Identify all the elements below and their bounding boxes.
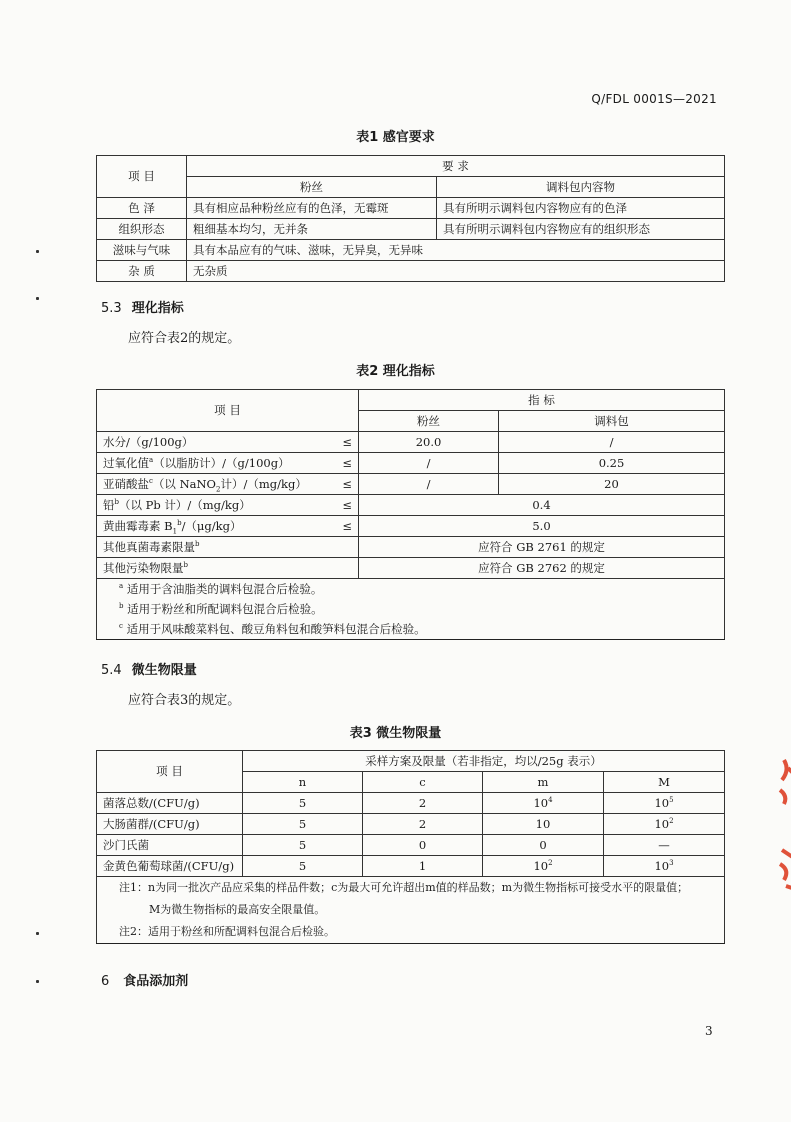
row-value: 1: [363, 856, 483, 877]
row-value: 具有所明示调料包内容物应有的色泽: [437, 198, 725, 219]
table1-caption: 表1 感官要求: [356, 130, 435, 145]
row-value: 0: [483, 835, 604, 856]
col-header: M: [604, 772, 725, 793]
table-row: [97, 558, 725, 579]
table-note: M为微生物指标的最高安全限量值。: [97, 899, 725, 921]
row-value: 2: [363, 814, 483, 835]
row-item: 其他真菌毒素限量$^b$: [97, 537, 359, 558]
section-number: 5.4: [101, 663, 122, 678]
table-row: [97, 240, 725, 261]
row-item: 金黄色葡萄球菌/(CFU/g): [97, 856, 243, 877]
row-item: 其他污染物限量$^b$: [97, 558, 359, 579]
row-value: 5: [243, 793, 363, 814]
row-value: $10^2$: [604, 814, 725, 835]
le-sign: ≤: [342, 497, 352, 512]
page-number: 3: [705, 1024, 713, 1038]
table-row: [97, 793, 725, 814]
section-5-4-text: 应符合表3的规定。: [128, 693, 241, 708]
row-item: 组织形态: [97, 219, 187, 240]
section-6-heading: [101, 970, 188, 989]
row-value: 具有所明示调料包内容物应有的组织形态: [437, 219, 725, 240]
row-value: 5: [243, 856, 363, 877]
row-value: /: [359, 453, 499, 474]
row-value: 10: [483, 814, 604, 835]
row-item: 黄曲霉毒素 $B_1^b/(\mu g/kg)$: [103, 518, 242, 535]
table2-caption: 表2 理化指标: [356, 364, 435, 379]
row-value: $10^2$: [483, 856, 604, 877]
row-value: 5: [243, 814, 363, 835]
table-row: [97, 814, 725, 835]
col-header: m: [483, 772, 604, 793]
row-value: /: [499, 432, 725, 453]
table-row: [97, 856, 725, 877]
row-value: —: [604, 835, 725, 856]
row-value: 应符合 GB 2761 的规定: [359, 537, 725, 558]
le-sign: ≤: [342, 476, 352, 491]
table3: [96, 750, 725, 944]
row-value: $10^3$: [604, 856, 725, 877]
row-item: 铅$^b$（以 Pb 计）/（mg/kg）: [103, 497, 251, 512]
scan-dot: [36, 297, 39, 300]
section-title: 食品添加剂: [123, 974, 189, 989]
table1-req-header: 要 求: [187, 156, 725, 177]
le-sign: ≤: [342, 434, 352, 449]
standard-code: Q/FDL 0001S—2021: [591, 92, 717, 106]
section-number: 6: [101, 974, 110, 989]
table2: [96, 389, 725, 640]
row-value: /: [359, 474, 499, 495]
table-note: 注1：n为同一批次产品应采集的样品件数；c为最大可允许超出m值的样品数；m为微生物指标可接受水平的限量值；: [97, 877, 725, 900]
section-title: 微生物限量: [131, 663, 197, 678]
scan-dot: [36, 250, 39, 253]
table-note: $^a$ 适用于含油脂类的调料包混合后检验。: [97, 579, 725, 600]
table-note: $^c$ 适用于风味酸菜料包、酸豆角料包和酸笋料包混合后检验。: [97, 619, 725, 640]
row-item: 亚硝酸盐$^c$（以 NaNO$_2$计）/（mg/kg）: [103, 476, 307, 493]
row-item: 色 泽: [97, 198, 187, 219]
row-item: 菌落总数/(CFU/g): [97, 793, 243, 814]
table-row: [97, 474, 725, 495]
table1-col-a: 粉丝: [187, 177, 437, 198]
table-row: [97, 198, 725, 219]
table2-item-header: 项 目: [97, 390, 359, 432]
table-row: [97, 261, 725, 282]
table3-plan-header: 采样方案及限量（若非指定，均以/25g 表示）: [243, 751, 725, 772]
col-header: n: [243, 772, 363, 793]
row-value: 0.4: [359, 495, 725, 516]
section-title: 理化指标: [131, 301, 184, 316]
seal-stamp-icon: [770, 740, 791, 900]
row-value: 具有本品应有的气味、滋味，无异臭，无异味: [187, 240, 725, 261]
section-5-3-text: 应符合表2的规定。: [128, 331, 241, 346]
row-value: $10^4$: [483, 793, 604, 814]
row-value: 无杂质: [187, 261, 725, 282]
table-row: [97, 516, 725, 537]
table1-item-header: 项 目: [97, 156, 187, 198]
table-row: [97, 453, 725, 474]
row-value: 20.0: [359, 432, 499, 453]
table-note: $^b$ 适用于粉丝和所配调料包混合后检验。: [97, 599, 725, 619]
row-value: 0: [363, 835, 483, 856]
row-value: 具有相应品种粉丝应有的色泽，无霉斑: [187, 198, 437, 219]
table-row: [97, 432, 725, 453]
table-row: [97, 495, 725, 516]
row-item: 沙门氏菌: [97, 835, 243, 856]
row-item: 滋味与气味: [97, 240, 187, 261]
row-value: 2: [363, 793, 483, 814]
table1-col-b: 调料包内容物: [437, 177, 725, 198]
table2-col-b: 调料包: [499, 411, 725, 432]
row-item: 杂 质: [97, 261, 187, 282]
col-header: c: [363, 772, 483, 793]
section-number: 5.3: [101, 301, 122, 316]
le-sign: ≤: [342, 455, 352, 470]
table-row: [97, 219, 725, 240]
table-row: [97, 537, 725, 558]
table2-col-a: 粉丝: [359, 411, 499, 432]
section-5-4-heading: [101, 659, 197, 678]
scan-dot: [36, 980, 39, 983]
scan-dot: [36, 932, 39, 935]
row-value: 0.25: [499, 453, 725, 474]
table2-idx-header: 指 标: [359, 390, 725, 411]
row-item: 过氧化值$^a$（以脂肪计）/（g/100g）: [103, 455, 290, 470]
row-value: 20: [499, 474, 725, 495]
le-sign: ≤: [342, 518, 352, 533]
table3-caption: 表3 微生物限量: [349, 726, 442, 741]
row-value: 5.0: [359, 516, 725, 537]
row-value: 应符合 GB 2762 的规定: [359, 558, 725, 579]
row-value: $10^5$: [604, 793, 725, 814]
table1: [96, 155, 725, 282]
section-5-3-heading: [101, 297, 184, 316]
row-item: 大肠菌群/(CFU/g): [97, 814, 243, 835]
row-value: 5: [243, 835, 363, 856]
table-note: 注2：适用于粉丝和所配调料包混合后检验。: [97, 921, 725, 944]
table3-item-header: 项 目: [97, 751, 243, 793]
row-item: 水分/（g/100g）: [103, 434, 194, 449]
table-row: [97, 835, 725, 856]
row-value: 粗细基本均匀，无并条: [187, 219, 437, 240]
